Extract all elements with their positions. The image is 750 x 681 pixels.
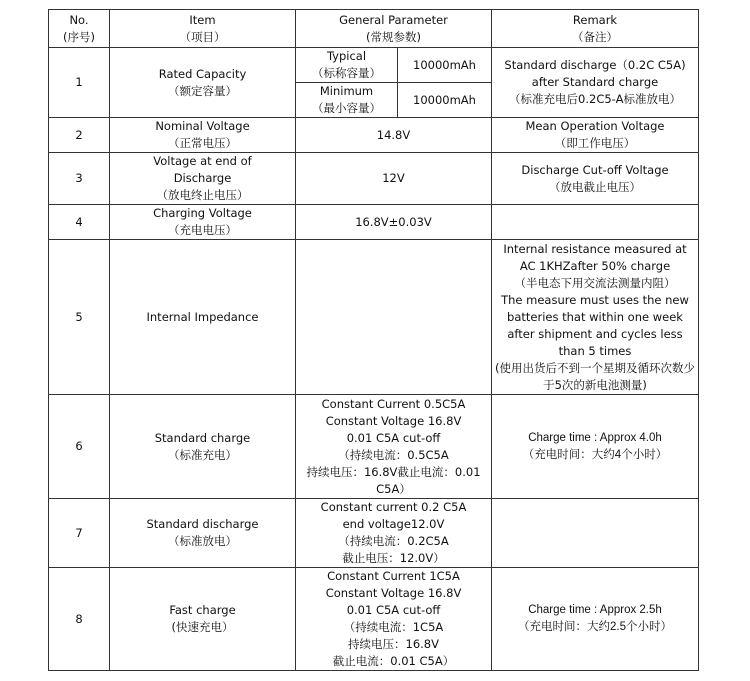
header-no: No. (序号): [49, 10, 110, 48]
header-remark: Remark （备注）: [492, 10, 699, 48]
table-row: [49, 395, 699, 499]
table-row: [49, 118, 699, 153]
parameter-cell: [296, 240, 492, 395]
remark-cell: Standard discharge（0.2C C5A) after Standard charge （标准充电后0.2C5-A标准放电）: [492, 48, 699, 118]
table-row: [49, 48, 699, 83]
row-number: 2: [49, 118, 110, 153]
parameter-cell: 12V: [296, 153, 492, 205]
minimum-label: Minimum （最小容量）: [296, 83, 398, 118]
parameter-cell: Constant Current 1C5A Constant Voltage 16.8V 0.01 C5A cut-off （持续电流：1C5A 持续电压：16.8V 截止电流：0.01 C5A）: [296, 568, 492, 671]
row-number: 1: [49, 48, 110, 118]
remark-cell: Internal resistance measured at AC 1KHZafter 50% charge （半电态下用交流法测量内阻） The measure must uses the new batteries that within one week after shipment and cycles less than 5 times (使用出货后不到一个星期及循环次数少 于5次的新电池测量): [492, 240, 699, 395]
row-number: 5: [49, 240, 110, 395]
table-row: [49, 499, 699, 568]
table-row: [49, 240, 699, 395]
minimum-value: 10000mAh: [398, 83, 492, 118]
remark-cell: Charge time : Approx 2.5h （充电时间：大约2.5个小时）: [492, 568, 699, 671]
parameter-cell: Constant current 0.2 C5A end voltage12.0V （持续电流：0.2C5A 截止电压：12.0V）: [296, 499, 492, 568]
header-item: Item （项目）: [110, 10, 296, 48]
item-cell: Nominal Voltage （正常电压）: [110, 118, 296, 153]
row-number: 6: [49, 395, 110, 499]
table-row: [49, 205, 699, 240]
remark-cell: Charge time : Approx 4.0h （充电时间：大约4个小时）: [492, 395, 699, 499]
remark-cell: Discharge Cut-off Voltage （放电截止电压）: [492, 153, 699, 205]
battery-spec-table: [48, 9, 699, 671]
table-row: [49, 568, 699, 671]
row-number: 7: [49, 499, 110, 568]
item-cell: Fast charge (快速充电）: [110, 568, 296, 671]
parameter-cell: 14.8V: [296, 118, 492, 153]
item-cell: Internal Impedance: [110, 240, 296, 395]
row-number: 8: [49, 568, 110, 671]
parameter-cell: 16.8V±0.03V: [296, 205, 492, 240]
header-general-parameter: General Parameter (常规参数): [296, 10, 492, 48]
table-row: [49, 153, 699, 205]
remark-cell: [492, 205, 699, 240]
item-cell: Charging Voltage （充电电压）: [110, 205, 296, 240]
item-cell: Rated Capacity （额定容量）: [110, 48, 296, 118]
remark-cell: [492, 499, 699, 568]
typical-label: Typical （标称容量）: [296, 48, 398, 83]
item-cell: Standard discharge （标准放电）: [110, 499, 296, 568]
remark-cell: Mean Operation Voltage （即工作电压）: [492, 118, 699, 153]
item-cell: Voltage at end of Discharge （放电终止电压）: [110, 153, 296, 205]
item-cell: Standard charge （标准充电）: [110, 395, 296, 499]
typical-value: 10000mAh: [398, 48, 492, 83]
parameter-cell: Constant Current 0.5C5A Constant Voltage 16.8V 0.01 C5A cut-off （持续电流：0.5C5A 持续电压：16.8V截止电流：0.01 C5A）: [296, 395, 492, 499]
row-number: 4: [49, 205, 110, 240]
row-number: 3: [49, 153, 110, 205]
header-row: [49, 10, 699, 48]
